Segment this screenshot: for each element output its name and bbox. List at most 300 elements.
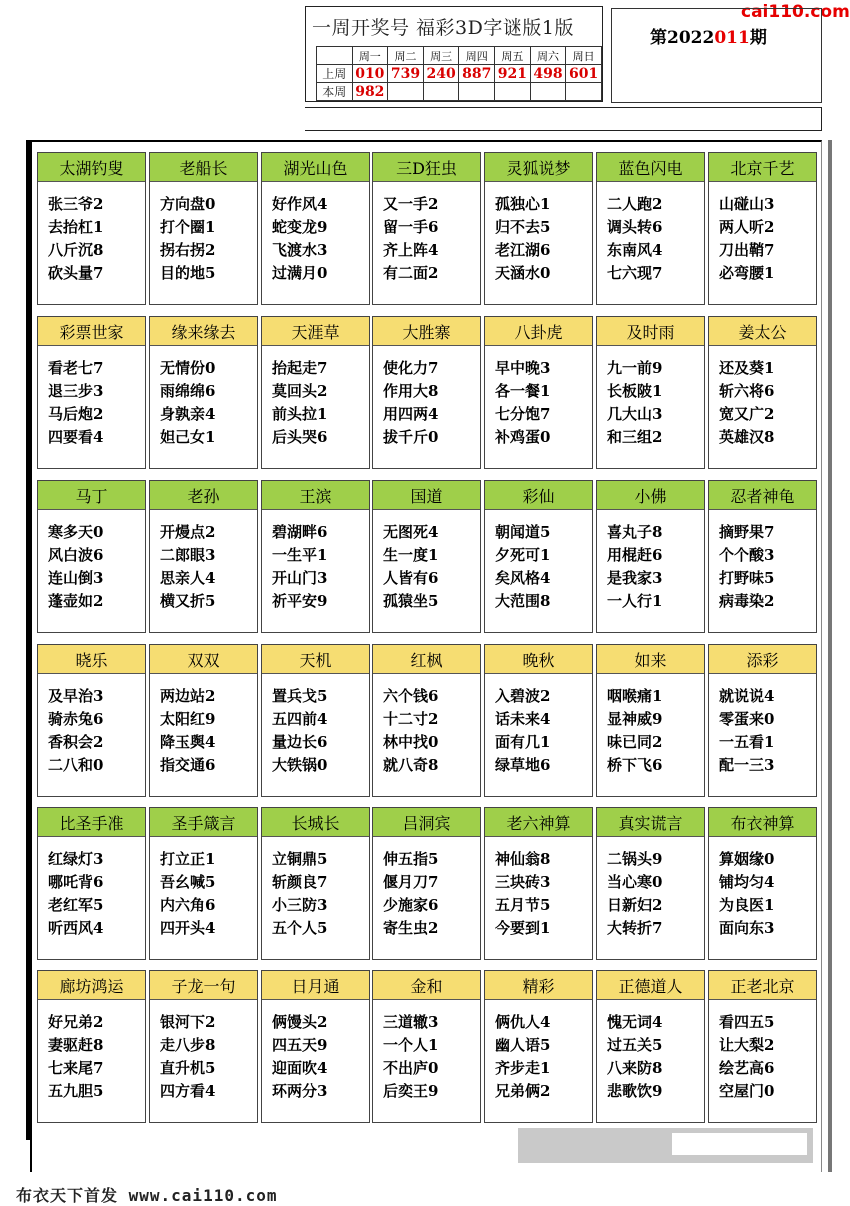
result-number: 921 [495, 65, 531, 83]
riddle-line: 话未来4 [495, 710, 551, 728]
riddle-lines [495, 357, 550, 449]
riddle-line: 看老七7 [48, 359, 104, 377]
riddle-line: 俩仇人4 [495, 1013, 551, 1031]
riddle-card [261, 316, 370, 469]
riddle-line: 林中找0 [383, 733, 439, 751]
riddle-lines [272, 193, 327, 285]
riddle-lines [272, 685, 327, 777]
riddle-card [372, 807, 481, 960]
riddle-lines [272, 1011, 327, 1103]
riddle-line: 骑赤兔6 [48, 710, 104, 728]
riddle-author-title: 精彩 [485, 971, 592, 1000]
riddle-lines [48, 685, 103, 777]
riddle-line: 哪吒背6 [48, 873, 104, 891]
riddle-line: 蓬壶如2 [48, 592, 104, 610]
riddle-line: 环两分3 [272, 1082, 328, 1100]
riddle-line: 斩颜良7 [272, 873, 328, 891]
result-number [495, 83, 531, 101]
riddle-line: 思亲人4 [160, 569, 216, 587]
riddle-author-title: 正老北京 [709, 971, 816, 1000]
riddle-lines [383, 193, 438, 285]
riddle-line: 配一三3 [719, 756, 775, 774]
riddle-line: 齐上阵4 [383, 241, 439, 259]
riddle-lines [383, 685, 438, 777]
riddle-line: 和三组2 [607, 428, 663, 446]
results-table [316, 46, 602, 101]
riddle-line: 味已同2 [607, 733, 663, 751]
riddle-line: 十二寸2 [383, 710, 439, 728]
riddle-line: 七来尾7 [48, 1059, 104, 1077]
riddle-lines [383, 848, 438, 940]
riddle-card [372, 152, 481, 305]
header-divider [305, 107, 822, 131]
riddle-line: 立铜鼎5 [272, 850, 328, 868]
riddle-card [149, 480, 258, 633]
riddle-line: 目的地5 [160, 264, 216, 282]
riddle-line: 两人听2 [719, 218, 775, 236]
riddle-line: 砍头量7 [48, 264, 104, 282]
riddle-line: 是我家3 [607, 569, 663, 587]
riddle-card [37, 316, 146, 469]
issue-label [650, 23, 767, 48]
riddle-line: 后头哭6 [272, 428, 328, 446]
riddle-author-title: 八卦虎 [485, 317, 592, 346]
riddle-line: 马后炮2 [48, 405, 104, 423]
riddle-line: 老江湖6 [495, 241, 551, 259]
result-number: 010 [352, 65, 388, 83]
riddle-lines [719, 521, 774, 613]
riddle-author-title: 子龙一句 [150, 971, 257, 1000]
riddle-author-title: 布衣神算 [709, 808, 816, 837]
riddle-line: 两边站2 [160, 687, 216, 705]
riddle-line: 银河下2 [160, 1013, 216, 1031]
riddle-line: 一五看1 [719, 733, 775, 751]
riddle-line: 五月节5 [495, 896, 551, 914]
riddle-line: 无情份0 [160, 359, 216, 377]
riddle-card [37, 970, 146, 1123]
riddle-line: 方向盘0 [160, 195, 216, 213]
riddle-line: 朝闻道5 [495, 523, 551, 541]
riddle-author-title: 忍者神龟 [709, 481, 816, 510]
riddle-line: 少施家6 [383, 896, 439, 914]
riddle-line: 妲己女1 [160, 428, 216, 446]
riddle-line: 铺均匀4 [719, 873, 775, 891]
riddle-line: 开熳点2 [160, 523, 216, 541]
riddle-lines [495, 1011, 550, 1103]
weekly-results-panel [305, 6, 603, 102]
riddle-line: 前头拉1 [272, 405, 328, 423]
riddle-card [149, 152, 258, 305]
riddle-line: 一个人1 [383, 1036, 439, 1054]
riddle-line: 大铁锅0 [272, 756, 328, 774]
riddle-line: 退三步3 [48, 382, 104, 400]
riddle-line: 神仙翁8 [495, 850, 551, 868]
riddle-line: 拔千斤0 [383, 428, 439, 446]
riddle-line: 夕死可1 [495, 546, 551, 564]
riddle-lines [160, 193, 215, 285]
riddle-line: 好作风4 [272, 195, 328, 213]
riddle-line: 面有几1 [495, 733, 551, 751]
riddle-line: 当心寒0 [607, 873, 663, 891]
riddle-line: 开山门3 [272, 569, 328, 587]
riddle-author-title: 晚秋 [485, 645, 592, 674]
riddle-lines [272, 521, 327, 613]
riddle-line: 个个酸3 [719, 546, 775, 564]
riddle-line: 英雄汉8 [719, 428, 775, 446]
riddle-lines [495, 685, 550, 777]
riddle-line: 六个钱6 [383, 687, 439, 705]
riddle-line: 使化力7 [383, 359, 439, 377]
riddle-lines [719, 1011, 774, 1103]
riddle-line: 老红军5 [48, 896, 104, 914]
results-title: 一周开奖号 福彩3D字谜版1版 [312, 17, 574, 39]
riddle-lines [607, 848, 662, 940]
riddle-lines [48, 848, 103, 940]
result-number: 498 [530, 65, 566, 83]
riddle-card [261, 807, 370, 960]
riddle-lines [48, 521, 103, 613]
riddle-card [149, 970, 258, 1123]
riddle-lines [495, 848, 550, 940]
riddle-line: 拐右拐2 [160, 241, 216, 259]
riddle-line: 寒多天0 [48, 523, 104, 541]
riddle-line: 五九胆5 [48, 1082, 104, 1100]
riddle-line: 四五天9 [272, 1036, 328, 1054]
riddle-line: 矣风格4 [495, 569, 551, 587]
riddle-line: 走八步8 [160, 1036, 216, 1054]
riddle-lines [160, 521, 215, 613]
riddle-line: 幽人语5 [495, 1036, 551, 1054]
riddle-line: 山碰山3 [719, 195, 775, 213]
issue-box [611, 8, 822, 103]
day-header: 周五 [495, 47, 531, 65]
riddle-line: 八斤沉8 [48, 241, 104, 259]
riddle-line: 内六角6 [160, 896, 216, 914]
day-header: 周六 [530, 47, 566, 65]
riddle-lines [160, 357, 215, 449]
riddle-author-title: 彩仙 [485, 481, 592, 510]
riddle-line: 置兵戈5 [272, 687, 328, 705]
riddle-card [372, 480, 481, 633]
riddle-lines [160, 1011, 215, 1103]
day-header: 周二 [388, 47, 424, 65]
riddle-line: 不出庐0 [383, 1059, 439, 1077]
riddle-lines [607, 357, 662, 449]
riddle-lines [272, 357, 327, 449]
riddle-lines [719, 848, 774, 940]
riddle-line: 宽又广2 [719, 405, 775, 423]
riddle-author-title: 长城长 [262, 808, 369, 837]
riddle-line: 摘野果7 [719, 523, 775, 541]
riddle-lines [607, 1011, 662, 1103]
result-number: 739 [388, 65, 424, 83]
this-week-label: 本周 [317, 83, 353, 101]
riddle-author-title: 国道 [373, 481, 480, 510]
riddle-line: 二八和0 [48, 756, 104, 774]
riddle-line: 绿草地6 [495, 756, 551, 774]
result-number [423, 83, 459, 101]
riddle-line: 咽喉痛1 [607, 687, 663, 705]
riddle-line: 补鸡蛋0 [495, 428, 551, 446]
riddle-author-title: 老孙 [150, 481, 257, 510]
riddle-card [708, 807, 817, 960]
riddle-author-title: 大胜寨 [373, 317, 480, 346]
corner-cell [317, 47, 353, 65]
riddle-lines [48, 357, 103, 449]
riddle-line: 作用大8 [383, 382, 439, 400]
riddle-line: 四开头4 [160, 919, 216, 937]
riddle-lines [383, 357, 438, 449]
last-week-label: 上周 [317, 65, 353, 83]
riddle-line: 俩馒头2 [272, 1013, 328, 1031]
riddle-card [372, 644, 481, 797]
riddle-author-title: 正德道人 [597, 971, 704, 1000]
issue-suffix: 期 [749, 28, 767, 48]
riddle-card [372, 316, 481, 469]
riddle-line: 飞渡水3 [272, 241, 328, 259]
riddle-author-title: 真实谎言 [597, 808, 704, 837]
riddle-line: 有二面2 [383, 264, 439, 282]
riddle-line: 桥下飞6 [607, 756, 663, 774]
footer-shade-inner [672, 1133, 807, 1155]
riddle-card [596, 644, 705, 797]
riddle-author-title: 如来 [597, 645, 704, 674]
riddle-line: 几大山3 [607, 405, 663, 423]
riddle-author-title: 双双 [150, 645, 257, 674]
riddle-line: 兄弟俩2 [495, 1082, 551, 1100]
riddle-line: 大范围8 [495, 592, 551, 610]
riddle-line: 病毒染2 [719, 592, 775, 610]
riddle-author-title: 天涯草 [262, 317, 369, 346]
riddle-line: 生一度1 [383, 546, 439, 564]
riddle-lines [495, 193, 550, 285]
riddle-line: 入碧波2 [495, 687, 551, 705]
riddle-line: 量边长6 [272, 733, 328, 751]
riddle-line: 斩六将6 [719, 382, 775, 400]
riddle-author-title: 太湖钓叟 [38, 153, 145, 182]
riddle-card [596, 807, 705, 960]
riddle-line: 用四两4 [383, 405, 439, 423]
riddle-line: 为良医1 [719, 896, 775, 914]
riddle-line: 直升机5 [160, 1059, 216, 1077]
riddle-author-title: 吕洞宾 [373, 808, 480, 837]
riddle-author-title: 马丁 [38, 481, 145, 510]
riddle-author-title: 圣手箴言 [150, 808, 257, 837]
result-number: 982 [352, 83, 388, 101]
riddle-card [149, 316, 258, 469]
riddle-card [261, 152, 370, 305]
riddle-line: 愧无词4 [607, 1013, 663, 1031]
riddle-author-title: 日月通 [262, 971, 369, 1000]
riddle-card [484, 316, 593, 469]
riddle-lines [607, 193, 662, 285]
riddle-line: 五四前4 [272, 710, 328, 728]
riddle-card [596, 480, 705, 633]
riddle-line: 寄生虫2 [383, 919, 439, 937]
riddle-line: 打野味5 [719, 569, 775, 587]
riddle-line: 又一手2 [383, 195, 439, 213]
riddle-line: 归不去5 [495, 218, 551, 236]
riddle-author-title: 晓乐 [38, 645, 145, 674]
riddle-line: 三道辙3 [383, 1013, 439, 1031]
riddle-line: 伸五指5 [383, 850, 439, 868]
riddle-line: 小三防3 [272, 896, 328, 914]
last-week-row [317, 65, 602, 83]
riddle-author-title: 廊坊鸿运 [38, 971, 145, 1000]
riddle-lines [48, 193, 103, 285]
day-header: 周一 [352, 47, 388, 65]
riddle-line: 连山倒3 [48, 569, 104, 587]
this-week-row [317, 83, 602, 101]
riddle-card [37, 807, 146, 960]
riddle-author-title: 及时雨 [597, 317, 704, 346]
riddle-card [596, 970, 705, 1123]
riddle-line: 红绿灯3 [48, 850, 104, 868]
issue-number: 011 [714, 28, 750, 48]
riddle-line: 偃月刀7 [383, 873, 439, 891]
riddle-lines [607, 685, 662, 777]
riddle-line: 一生平1 [272, 546, 328, 564]
riddle-line: 无图死4 [383, 523, 439, 541]
day-header: 周四 [459, 47, 495, 65]
riddle-line: 刀出鞘7 [719, 241, 775, 259]
riddle-author-title: 红枫 [373, 645, 480, 674]
riddle-line: 莫回头2 [272, 382, 328, 400]
riddle-line: 用棍赶6 [607, 546, 663, 564]
riddle-line: 过五关5 [607, 1036, 663, 1054]
riddle-line: 孤独心1 [495, 195, 551, 213]
riddle-line: 悲歌饮9 [607, 1082, 663, 1100]
riddle-author-title: 湖光山色 [262, 153, 369, 182]
riddle-line: 去抬杠1 [48, 218, 104, 236]
riddle-line: 各一餐1 [495, 382, 551, 400]
riddle-line: 三块砖3 [495, 873, 551, 891]
riddle-card [708, 970, 817, 1123]
riddle-line: 大转折7 [607, 919, 663, 937]
riddle-line: 孤猿坐5 [383, 592, 439, 610]
riddle-line: 就说说4 [719, 687, 775, 705]
riddle-line: 七分饱7 [495, 405, 551, 423]
riddle-line: 打个圈1 [160, 218, 216, 236]
riddle-line: 香积会2 [48, 733, 104, 751]
riddle-author-title: 缘来缘去 [150, 317, 257, 346]
riddle-line: 调头转6 [607, 218, 663, 236]
riddle-author-title: 天机 [262, 645, 369, 674]
riddle-line: 面向东3 [719, 919, 775, 937]
riddle-card [261, 644, 370, 797]
riddle-author-title: 姜太公 [709, 317, 816, 346]
riddle-card [708, 316, 817, 469]
riddle-line: 风白波6 [48, 546, 104, 564]
footer-text[interactable]: 布衣天下首发 www.cai110.com [16, 1186, 278, 1205]
riddle-line: 指交通6 [160, 756, 216, 774]
riddle-card [596, 316, 705, 469]
riddle-card [596, 152, 705, 305]
riddle-line: 迎面吹4 [272, 1059, 328, 1077]
day-header: 周日 [566, 47, 602, 65]
riddle-line: 就八奇8 [383, 756, 439, 774]
frame-right-shadow [828, 140, 832, 1172]
riddle-lines [383, 521, 438, 613]
riddle-line: 过满月0 [272, 264, 328, 282]
riddle-line: 人皆有6 [383, 569, 439, 587]
riddle-author-title: 小佛 [597, 481, 704, 510]
riddle-lines [719, 685, 774, 777]
site-label[interactable]: cai110.com [741, 2, 850, 22]
result-number [388, 83, 424, 101]
riddle-card [37, 152, 146, 305]
result-number [566, 83, 602, 101]
riddle-lines [272, 848, 327, 940]
riddle-lines [383, 1011, 438, 1103]
riddle-line: 五个人5 [272, 919, 328, 937]
riddle-card [484, 152, 593, 305]
result-number: 240 [423, 65, 459, 83]
riddle-line: 一人行1 [607, 592, 663, 610]
riddle-card [37, 644, 146, 797]
riddle-author-title: 彩票世家 [38, 317, 145, 346]
riddle-author-title: 比圣手准 [38, 808, 145, 837]
riddle-line: 七六现7 [607, 264, 663, 282]
riddle-card [484, 970, 593, 1123]
riddle-lines [160, 848, 215, 940]
riddle-line: 算姻缘0 [719, 850, 775, 868]
riddle-line: 九一前9 [607, 359, 663, 377]
riddle-line: 日新妇2 [607, 896, 663, 914]
riddle-card [708, 152, 817, 305]
riddle-line: 绘艺高6 [719, 1059, 775, 1077]
riddle-line: 后奕王9 [383, 1082, 439, 1100]
riddle-line: 听西风4 [48, 919, 104, 937]
riddle-card [484, 807, 593, 960]
riddle-line: 蛇变龙9 [272, 218, 328, 236]
riddle-line: 降玉舆4 [160, 733, 216, 751]
riddle-line: 吾幺喊5 [160, 873, 216, 891]
riddle-card [37, 480, 146, 633]
riddle-line: 齐步走1 [495, 1059, 551, 1077]
riddle-author-title: 王滨 [262, 481, 369, 510]
riddle-author-title: 添彩 [709, 645, 816, 674]
riddle-line: 碧湖畔6 [272, 523, 328, 541]
day-header: 周三 [423, 47, 459, 65]
riddle-lines [607, 521, 662, 613]
riddle-line: 祈平安9 [272, 592, 328, 610]
riddle-line: 身孰亲4 [160, 405, 216, 423]
riddle-card [261, 480, 370, 633]
riddle-card [261, 970, 370, 1123]
riddle-author-title: 三D狂虫 [373, 153, 480, 182]
riddle-card [372, 970, 481, 1123]
result-number: 601 [566, 65, 602, 83]
riddle-line: 妻驱赶8 [48, 1036, 104, 1054]
riddle-card [708, 480, 817, 633]
riddle-author-title: 北京千艺 [709, 153, 816, 182]
riddle-author-title: 灵狐说梦 [485, 153, 592, 182]
riddle-author-title: 老六神算 [485, 808, 592, 837]
riddle-line: 四要看4 [48, 428, 104, 446]
riddle-line: 张三爷2 [48, 195, 104, 213]
riddle-line: 雨绵绵6 [160, 382, 216, 400]
riddle-lines [719, 193, 774, 285]
riddle-line: 早中晚3 [495, 359, 551, 377]
riddle-author-title: 老船长 [150, 153, 257, 182]
riddle-line: 二锅头9 [607, 850, 663, 868]
riddle-line: 留一手6 [383, 218, 439, 236]
riddle-line: 横又折5 [160, 592, 216, 610]
riddle-line: 打立正1 [160, 850, 216, 868]
riddle-line: 东南风4 [607, 241, 663, 259]
riddle-line: 及早治3 [48, 687, 104, 705]
